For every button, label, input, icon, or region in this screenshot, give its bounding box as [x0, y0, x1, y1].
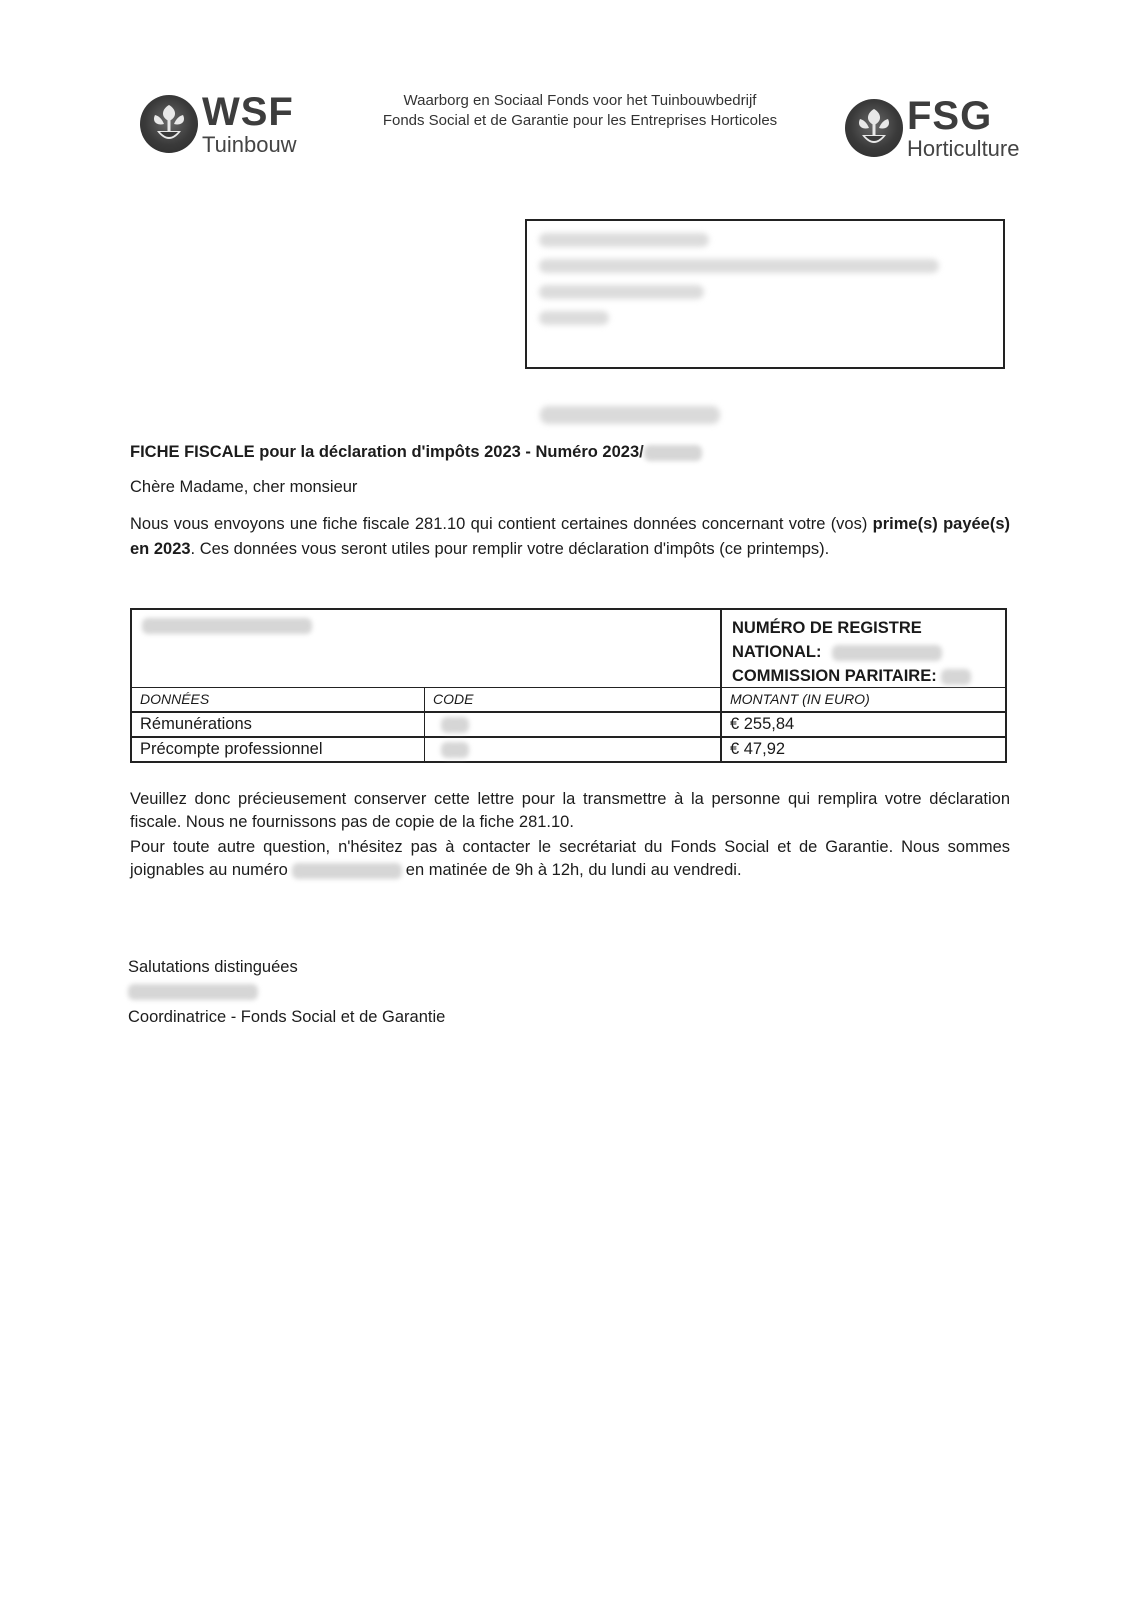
retention-paragraph: Veuillez donc précieusement conserver cette lettre pour la transmettre à la personne qui remplira votre déclaration fiscale. Nous ne fournissons pas de copie de la fiche 281.10.	[130, 790, 1010, 831]
table-row	[130, 713, 1007, 738]
wsf-logo-name: WSF	[202, 90, 294, 134]
intro-bold-prime: prime(s)	[872, 515, 938, 533]
header-line-french: Fonds Social et de Garantie pour les Entreprises Horticoles	[382, 112, 778, 129]
col-header-code: CODE	[424, 688, 720, 711]
redacted-commission	[941, 669, 971, 685]
recipient-address-box	[525, 219, 1005, 369]
redacted-address-line	[539, 233, 709, 247]
contact-hours: en matinée de 9h à 12h, du lundi au vendredi.	[405, 861, 742, 879]
wsf-logo-sub: Tuinbouw	[202, 132, 297, 157]
redacted-code	[441, 742, 469, 758]
contact-text: Pour toute autre question, n'hésitez pas à contacter le secrétariat du Fonds Social et de Garantie. Nous sommes joignables au numéro	[130, 838, 1010, 879]
redacted-code	[441, 717, 469, 733]
commission-label: COMMISSION PARITAIRE:	[732, 667, 937, 685]
row-label: Rémunérations	[140, 715, 252, 733]
national-label: NATIONAL:	[732, 643, 822, 661]
fsg-logo-name: FSG	[907, 94, 993, 138]
wsf-logo	[140, 92, 297, 156]
col-header-data: DONNÉES	[140, 691, 210, 707]
table-row	[130, 738, 1007, 763]
closing: Salutations distinguées	[128, 958, 298, 976]
row-amount: € 255,84	[720, 713, 1005, 736]
intro-text-end: . Ces données vous seront utiles pour remplir votre déclaration d'impôts (ce printemps).	[190, 540, 830, 558]
title-text: FICHE FISCALE pour la déclaration d'impôts 2023 - Numéro 2023/	[130, 443, 644, 461]
organization-header	[350, 91, 810, 131]
col-header-amount: MONTANT (IN EURO)	[720, 688, 1005, 711]
tax-data-table	[130, 608, 1007, 763]
row-code	[424, 713, 720, 736]
redacted-address-line	[539, 259, 939, 273]
document-title	[130, 443, 702, 462]
fsg-logo	[845, 96, 1019, 160]
plant-emblem-icon	[845, 99, 903, 157]
redacted-number	[644, 445, 702, 461]
redacted-date	[540, 406, 720, 424]
redacted-phone-number	[292, 863, 402, 879]
table-column-headers	[130, 688, 1007, 713]
row-amount: € 47,92	[720, 738, 1005, 761]
plant-emblem-icon	[140, 95, 198, 153]
redacted-address-line	[539, 285, 704, 299]
row-label: Précompte professionnel	[140, 740, 323, 758]
fsg-logo-sub: Horticulture	[907, 136, 1020, 161]
header-line-dutch: Waarborg en Sociaal Fonds voor het Tuinbouwbedrijf	[403, 92, 757, 109]
registry-info	[720, 610, 1005, 687]
redacted-signatory-name	[128, 984, 258, 1000]
redacted-registry-number	[832, 645, 942, 661]
greeting: Chère Madame, cher monsieur	[130, 478, 358, 496]
row-code	[424, 738, 720, 761]
table-header-block	[130, 608, 1007, 688]
registry-label: NUMÉRO DE REGISTRE	[732, 619, 922, 637]
intro-paragraph	[130, 512, 1010, 562]
intro-text: Nous vous envoyons une fiche fiscale 281.10 qui contient certaines données concernant votre (vos)	[130, 515, 873, 533]
intro-bold-paid: payée(s) en 2023	[130, 515, 1011, 558]
redacted-address-line	[539, 311, 609, 325]
redacted-employee-name	[142, 618, 312, 634]
signature-role: Coordinatrice - Fonds Social et de Garantie	[128, 1008, 446, 1026]
contact-paragraph	[130, 836, 1010, 882]
